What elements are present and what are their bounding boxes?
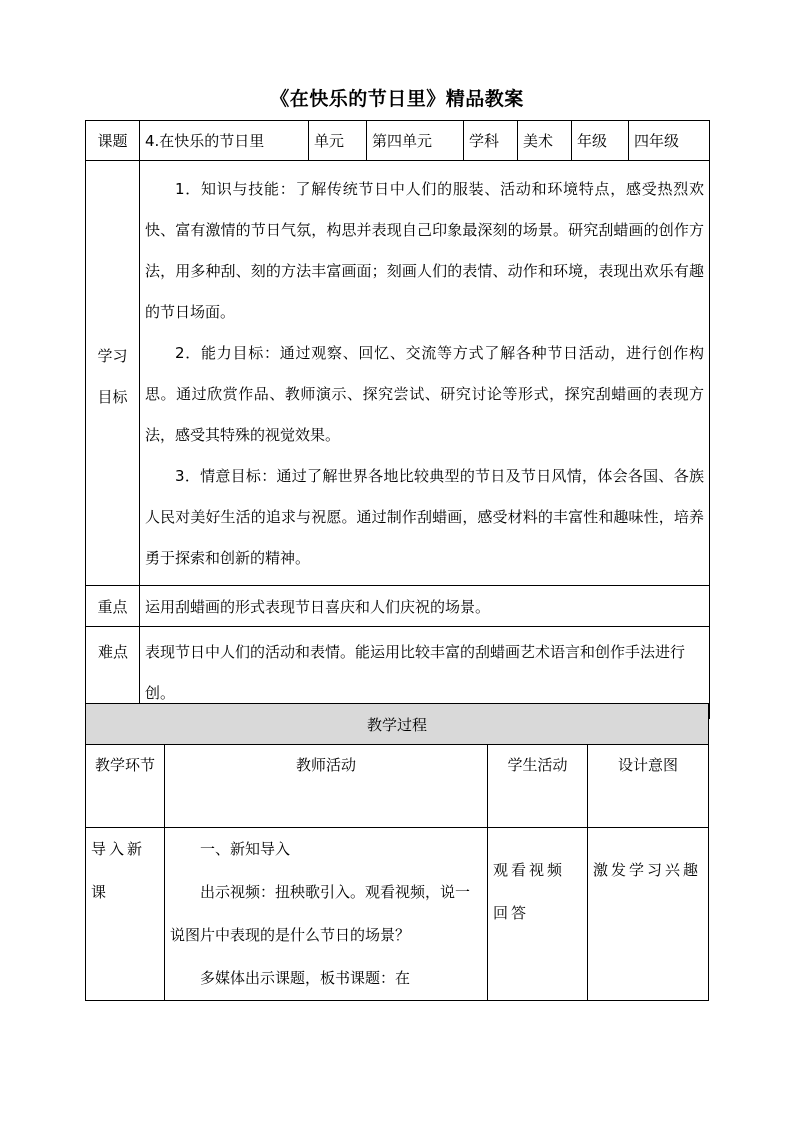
goal-knowledge: 1．知识与技能：了解传统节日中人们的服装、活动和环境特点，感受热烈欢快、富有激情的节日气氛，构思并表现自己印象最深刻的场景。研究刮蜡画的创作方法，用多种刮、刻的方法丰富画面；刻画人们的表情、动作和环境，表现出欢乐有趣的节日场面。 [145,180,704,321]
row-teacher-activity [165,828,488,1001]
lesson-info-table [85,120,710,719]
row-student-activity: 观看视频回答 [488,828,588,1001]
goals-content [140,161,710,586]
teaching-process-table [85,703,709,1001]
subject-label: 学科 [464,121,518,161]
difficulty-text: 表现节日中人们的活动和表情。能运用比较丰富的刮蜡画艺术语言和创作手法进行创。 [140,627,710,719]
document-title: 《在快乐的节日里》精品教案 [270,88,524,110]
table-row [86,828,709,1001]
lesson-label: 课题 [86,121,140,161]
column-stage [86,745,165,828]
process-heading: 教学过程 [86,704,709,745]
process-column-headers [86,745,709,828]
lesson-header-row [86,121,710,161]
goals-label-line1: 学习 [97,346,128,365]
goal-ability: 2．能力目标：通过观察、回忆、交流等方式了解各种节日活动，进行创作构思。通过欣赏作品、教师演示、探究尝试、研究讨论等形式，探究刮蜡画的表现方法，感受其特殊的视觉效果。 [145,344,704,444]
lesson-value: 4.在快乐的节日里 [140,121,309,161]
column-teacher: 教师活动 [165,745,488,828]
goals-row [86,161,710,586]
key-point-label: 重点 [86,586,140,627]
grade-value: 四年级 [629,121,710,161]
subject-value: 美术 [518,121,572,161]
unit-label: 单元 [309,121,367,161]
key-point-row [86,586,710,627]
row-stage: 导入新课 [86,828,165,1001]
goals-label [86,161,140,586]
goal-emotion: 3．情意目标：通过了解世界各地比较典型的节日及节日风情，体会各国、各族人民对美好生活的追求与祝愿。通过制作刮蜡画，感受材料的丰富性和趣味性，培养勇于探索和创新的精神。 [145,467,704,567]
teacher-line-1: 一、新知导入 [200,840,291,858]
column-intent: 设计意图 [588,745,709,828]
teacher-line-2: 出示视频：扭秧歌引入。观看视频，说一说图片中表现的是什么节日的场景？ [170,883,471,944]
row-design-intent: 激发学习兴趣 [588,828,709,1001]
grade-label: 年级 [572,121,629,161]
column-stage-label: 教学环节 [94,756,155,774]
teacher-line-3: 多媒体出示课题，板书课题：在 [200,969,411,987]
key-point-text: 运用刮蜡画的形式表现节日喜庆和人们庆祝的场景。 [140,586,710,627]
column-student: 学生活动 [488,745,588,828]
unit-value: 第四单元 [367,121,464,161]
difficulty-label: 难点 [86,627,140,719]
goals-label-line2: 目标 [97,387,128,406]
